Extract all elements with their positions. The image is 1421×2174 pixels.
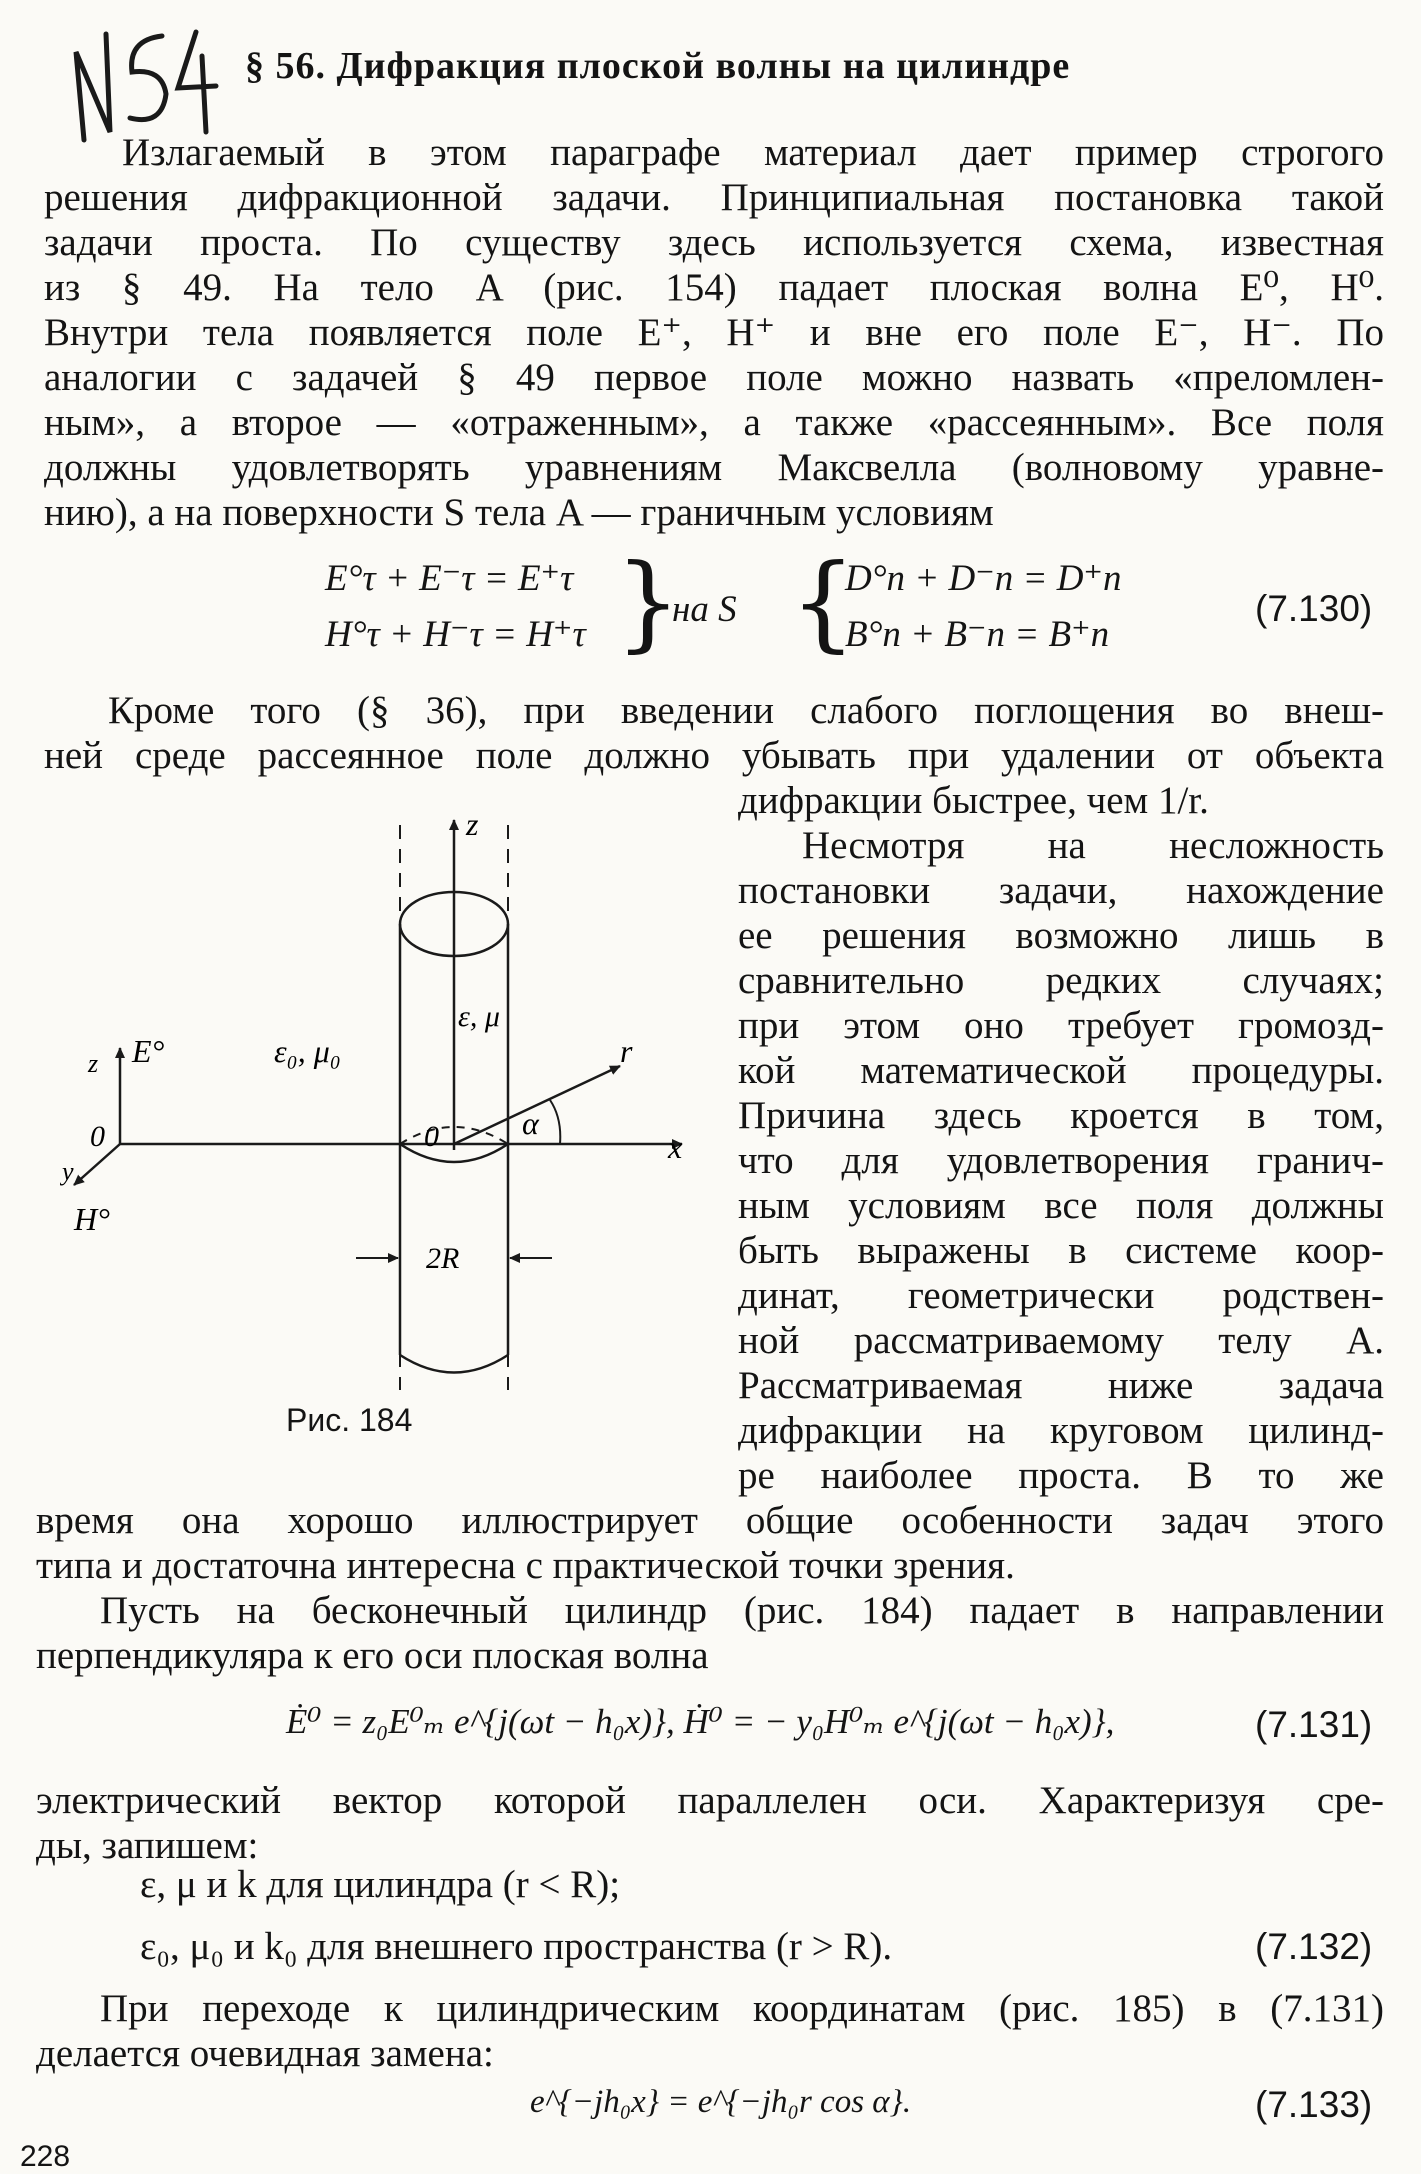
text-line: из § 49. На тело A (рис. 154) падает плоская волна E⁰, H⁰. [44,266,1384,309]
figure-label: ε₀, μ₀ [274,1033,341,1069]
eq130-left-top: E°τ + E⁻τ = E⁺τ [325,558,574,599]
text-line: нию), а на поверхности S тела A — граничным условиям [44,491,994,534]
paragraph-cylindrical [36,1986,1384,2076]
paragraph-absorption [44,688,1384,778]
section-title: § 56. Дифракция плоской волны на цилиндре [245,45,1071,87]
text-line: ды, запишем: [36,1824,259,1867]
equation-number: (7.131) [1255,1704,1373,1745]
figure-label: 0 [424,1120,439,1153]
text-line: перпендикуляра к его оси плоская волна [36,1634,709,1677]
figure-caption: Рис. 184 [286,1402,413,1438]
text-line: ным», а второе — «отраженным», а также «рассеянным». Все поля [44,401,1384,444]
text-line: дифракции на круговом цилинд- [738,1409,1384,1452]
text-line: постановки задачи, нахождение [738,869,1384,912]
equation-7-132-line1: ε, μ и k для цилиндра (r < R); [140,1863,621,1906]
figure-184 [60,800,700,1420]
figure-label: x [668,1129,683,1165]
figure-label: 0 [90,1120,105,1153]
text-line: сравнительно редких случаях; [738,959,1384,1002]
paragraph-media [36,1778,1384,1868]
figure-label: r [620,1033,633,1069]
text-line: Излагаемый в этом параграфе материал дает пример строгого [122,131,1384,174]
equation-number: (7.132) [1255,1926,1373,1967]
paragraph-absorption-end [738,778,1388,823]
equation-7-132-line2: ε₀, μ₀ и k₀ для внешнего пространства (r > R). [140,1925,893,1968]
page-number: 228 [20,2140,71,2173]
text-line: Рассматриваемая ниже задача [738,1364,1384,1407]
text-line: Пусть на бесконечный цилиндр (рис. 184) падает в направлении [100,1589,1384,1632]
text-line: решения дифракционной задачи. Принципиальная постановка такой [44,176,1384,219]
text-line: что для удовлетворения гранич- [738,1139,1384,1182]
eq130-left-bottom: H°τ + H⁻τ = H⁺τ [325,614,586,655]
eq130-right-bottom: B°n + B⁻n = B⁺n [845,614,1110,655]
text-line: ре наиболее проста. В то же [738,1454,1384,1497]
eq130-middle: на S [672,589,737,630]
figure-label: 2R [426,1242,460,1275]
text-line: Причина здесь кроется в том, [738,1094,1384,1137]
figure-label: z [466,806,479,842]
text-line: электрический вектор которой параллелен оси. Характеризуя сре- [36,1779,1384,1822]
text-line: при этом оно требует громозд- [738,1004,1384,1047]
paragraph-complexity-full [36,1498,1384,1588]
equation-7-131: Ė⁰ = z₀E⁰ₘ e^{j(ωt − h₀x)}, Ḣ⁰ = − y₀H⁰ₘ e^{j(ωt − h₀x)}, [286,1702,1115,1741]
figure-label: ε, μ [458,1000,500,1033]
text-line: аналогии с задачей § 49 первое поле можно назвать «преломлен- [44,356,1384,399]
equation-number: (7.130) [1255,588,1373,629]
eq130-right-top: D°n + D⁻n = D⁺n [845,558,1122,599]
figure-label: z [88,1049,99,1078]
text-line: должны удовлетворять уравнениям Максвелла (волновому уравне- [44,446,1384,489]
text-line: ной рассматриваемому телу A. [738,1319,1384,1362]
text-line: Несмотря на несложность [802,824,1384,867]
text-line: время она хорошо иллюстрирует общие особенности задач этого [36,1499,1384,1542]
text-line: быть выражены в системе коор- [738,1229,1384,1272]
figure-label: H° [74,1201,110,1237]
left-brace: { [790,541,857,663]
equation-number: (7.133) [1255,2084,1373,2125]
text-line: ней среде рассеянное поле должно убывать при удалении от объекта [44,734,1384,777]
paragraph-intro [44,130,1384,535]
figure-label: y [62,1157,74,1186]
text-line: делается очевидная замена: [36,2032,494,2075]
text-line: Внутри тела появляется поле E⁺, H⁺ и вне его поле E⁻, H⁻. По [44,311,1384,354]
text-line: типа и достаточна интересна с практической точки зрения. [36,1544,1015,1587]
text-line: дифракции быстрее, чем 1/r. [738,779,1209,822]
text-line: задачи проста. По существу здесь используется схема, известная [44,221,1384,264]
text-line: При переходе к цилиндрическим координатам (рис. 185) в (7.131) [100,1987,1384,2030]
text-line: Кроме того (§ 36), при введении слабого поглощения во внеш- [108,689,1384,732]
equation-7-133: e^{−jh₀x} = e^{−jh₀r cos α}. [530,2084,912,2120]
text-line: кой математической процедуры. [738,1049,1384,1092]
paragraph-plane-wave [36,1588,1384,1678]
right-brace: } [615,541,682,663]
text-line: динат, геометрически родствен- [738,1274,1384,1317]
figure-label: E° [132,1033,165,1069]
figure-label: α [522,1105,539,1141]
text-line: ным условиям все поля должны [738,1184,1384,1227]
paragraph-complexity-column [738,823,1384,1498]
text-line: ее решения возможно лишь в [738,914,1384,957]
